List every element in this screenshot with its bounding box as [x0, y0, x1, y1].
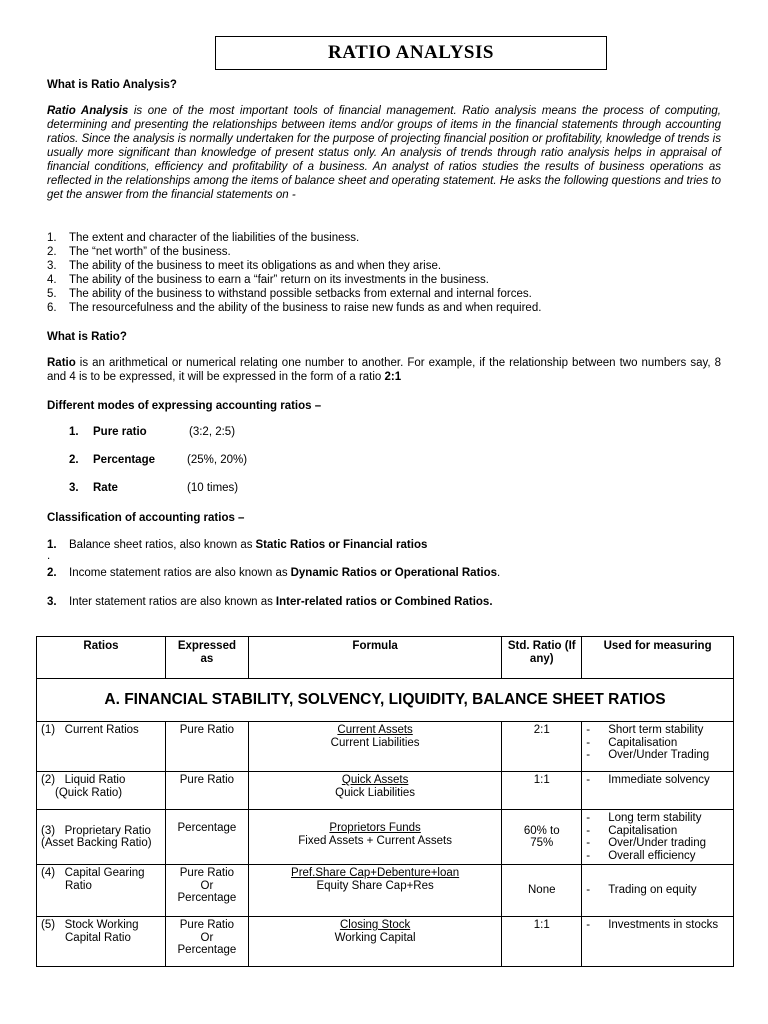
std-ratio: 1:1: [502, 772, 582, 810]
formula: Current Assets Current Liabilities: [248, 722, 501, 772]
section-row: [37, 679, 734, 722]
list-item: 4. The ability of the business to earn a “fair” return on its investments in the business.: [47, 274, 489, 286]
ratio-name: (2) Liquid Ratio (Quick Ratio): [37, 772, 166, 810]
used-for: - Investments in stocks: [582, 917, 734, 967]
table-row: [37, 917, 734, 967]
ratio-name: (1) Current Ratios: [37, 722, 166, 772]
used-for: - Immediate solvency: [582, 772, 734, 810]
page-title: RATIO ANALYSIS: [215, 36, 607, 70]
ratio-name: (4) Capital Gearing Ratio: [37, 865, 166, 917]
table-row: [37, 772, 734, 810]
formula: Quick Assets Quick Liabilities: [248, 772, 501, 810]
table-row: [37, 865, 734, 917]
std-ratio: None: [502, 865, 582, 917]
formula: Closing Stock Working Capital: [248, 917, 501, 967]
col-header-std: Std. Ratio (If any): [502, 637, 582, 679]
formula: Pref.Share Cap+Debenture+loan Equity Share Cap+Res: [248, 865, 501, 917]
classification-list: [47, 538, 737, 609]
heading-modes: Different modes of expressing accounting ratios –: [47, 400, 322, 412]
list-item: 3. Inter statement ratios are also known as Inter-related ratios or Combined Ratios.: [47, 596, 493, 608]
std-ratio: 2:1: [502, 722, 582, 772]
list-item: 3. The ability of the business to meet its obligations as and when they arise.: [47, 260, 442, 272]
expressed-as: Pure Ratio Or Percentage: [165, 917, 248, 967]
list-item: 6. The resourcefulness and the ability of the business to raise new funds as and when required.: [47, 302, 542, 314]
std-ratio: 1:1: [502, 917, 582, 967]
modes-list: [69, 418, 247, 502]
expressed-as: Pure Ratio: [165, 722, 248, 772]
list-item: 1. Pure ratio (3:2, 2:5): [69, 426, 236, 438]
list-item: 3. Rate (10 times): [69, 482, 239, 494]
used-for: - Trading on equity: [582, 865, 734, 917]
list-item: 2. Income statement ratios are also known as Dynamic Ratios or Operational Ratios .: [47, 567, 501, 579]
col-header-used: Used for measuring: [582, 637, 734, 679]
heading-what-is-ratio-analysis: What is Ratio Analysis?: [47, 79, 177, 91]
ratio-table: [36, 636, 734, 967]
formula: Proprietors Funds Fixed Assets + Current Assets: [248, 810, 501, 865]
heading-classification: Classification of accounting ratios –: [47, 512, 245, 524]
used-for: - Short term stability - Capitalisation - Over/Under Trading: [582, 722, 734, 772]
expressed-as: Pure Ratio Or Percentage: [165, 865, 248, 917]
list-item: 2. The “net worth” of the business.: [47, 246, 231, 258]
list-item: 1. The extent and character of the liabilities of the business.: [47, 232, 360, 244]
used-for: - Long term stability - Capitalisation - Over/Under trading - Overall efficiency: [582, 810, 734, 865]
std-ratio: 60% to 75%: [502, 810, 582, 865]
col-header-expressed: Expressed as: [165, 637, 248, 679]
ratio-definition: Ratio is an arithmetical or numerical relating one number to another. For example, if the relationship between two numbers say, 8 and 4 is to be expressed, it will be expressed in the form of a ratio 2:1: [47, 357, 721, 383]
intro-term: Ratio Analysis: [47, 105, 129, 117]
table-header-row: [37, 637, 734, 679]
table-row: [37, 722, 734, 772]
col-header-ratios: Ratios: [37, 637, 166, 679]
list-item: 2. Percentage (25%, 20%): [69, 454, 248, 466]
questions-list: [47, 231, 737, 315]
intro-paragraph: [47, 104, 721, 202]
list-item: 5. The ability of the business to withstand possible setbacks from external and internal forces.: [47, 288, 532, 300]
expressed-as: Percentage: [165, 810, 248, 865]
table-row: [37, 810, 734, 865]
ratio-name: (3) Proprietary Ratio (Asset Backing Ratio): [37, 810, 166, 865]
stray-dot: .: [47, 550, 51, 562]
ratio-name: (5) Stock Working Capital Ratio: [37, 917, 166, 967]
list-item: 1. Balance sheet ratios, also known as Static Ratios or Financial ratios: [47, 539, 428, 551]
intro-text: is one of the most important tools of financial management. Ratio analysis means the process of computing, determining and presenting the relationships between items and/or groups of items in the financial statements through accounting ratios. Since the analysis is normally undertaken for the purpose of projecting financial position or profitability, knowledge of trends is usually more significant than knowledge of present status only. An analysis of trends through ratio analysis helps in appraisal of financial conditions, efficiency and profitability of a business. An analyst of ratios studies the results of business operations as reflected in the relationships among the items of balance sheet and operating statement. He asks the following questions and tries to get the answer from the financial statements on -: [47, 105, 721, 201]
expressed-as: Pure Ratio: [165, 772, 248, 810]
heading-what-is-ratio: What is Ratio?: [47, 331, 127, 343]
section-title: A. FINANCIAL STABILITY, SOLVENCY, LIQUIDITY, BALANCE SHEET RATIOS: [37, 679, 734, 722]
col-header-formula: Formula: [248, 637, 501, 679]
